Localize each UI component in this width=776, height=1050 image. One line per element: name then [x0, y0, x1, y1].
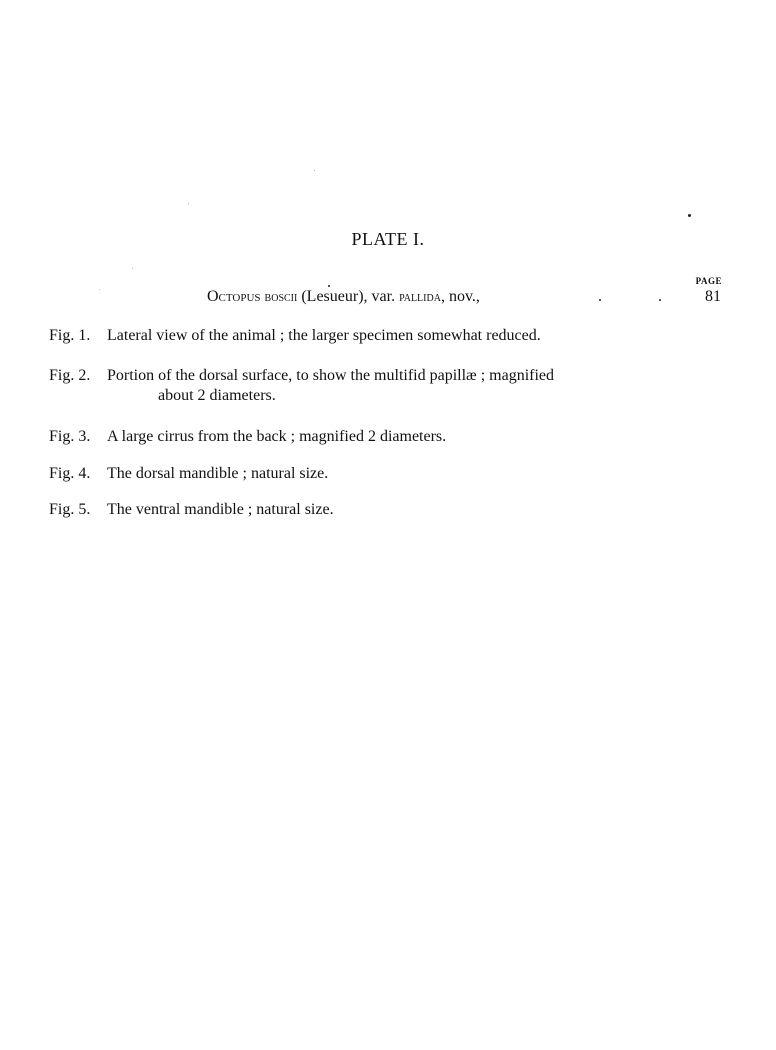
leader-dot: .: [658, 288, 662, 305]
figure-label: Fig. 3.: [49, 428, 91, 445]
page-column-label: PAGE: [695, 276, 722, 286]
figure-text: The ventral mandible ; natural size.: [107, 501, 334, 518]
species-genus: Octopus: [207, 288, 261, 305]
figure-label: Fig. 2.: [49, 367, 91, 384]
species-suffix: nov.,: [448, 288, 480, 305]
scan-speck: [132, 268, 133, 269]
figure-label: Fig. 1.: [49, 327, 91, 344]
figure-text: A large cirrus from the back ; magnified 2 diameters.: [107, 428, 447, 445]
figure-text: Lateral view of the animal ; the larger specimen somewhat reduced.: [107, 327, 541, 344]
figure-caption-2: [49, 366, 689, 406]
figure-caption-4: [49, 464, 689, 484]
species-variety: pallida: [399, 290, 441, 305]
species-author: (Lesueur), var.: [301, 288, 396, 305]
species-name: boscii: [264, 290, 298, 305]
figure-caption-1: [49, 326, 689, 346]
figure-text: Portion of the dorsal surface, to show the multifid papillæ ; magnified: [107, 367, 555, 384]
scan-speck: [688, 214, 691, 217]
leader-dots: [598, 288, 718, 306]
figure-caption-5: [49, 500, 689, 520]
plate-title: PLATE I.: [351, 229, 425, 249]
leader-dot: .: [598, 288, 602, 305]
figure-label: Fig. 4.: [49, 465, 91, 482]
figure-text-continuation: about 2 diameters.: [158, 387, 276, 404]
figure-caption-3: [49, 427, 689, 447]
species-entry: Octopus boscii (Lesueur), var. pallida, nov.,: [207, 288, 480, 305]
figure-label: Fig. 5.: [49, 501, 91, 518]
scan-speck: [328, 285, 330, 287]
scan-speck: [314, 170, 315, 171]
scan-speck: [99, 289, 100, 290]
figure-text: The dorsal mandible ; natural size.: [107, 465, 329, 482]
scan-speck: [188, 203, 189, 204]
page-number: 81: [705, 288, 721, 305]
